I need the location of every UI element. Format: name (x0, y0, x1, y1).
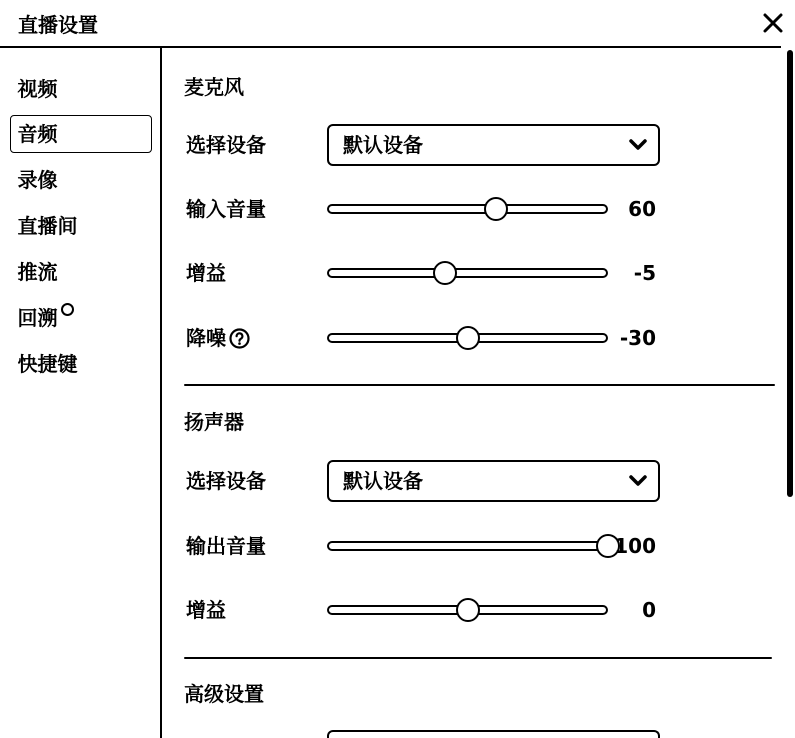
slider-track (327, 204, 608, 214)
mic-gain-label: 增益 (186, 261, 226, 285)
noise-reduction-label: 降噪 (186, 326, 226, 350)
input-volume-value: 60 (628, 197, 656, 221)
microphone-device-select[interactable] (327, 124, 660, 166)
slider-track (327, 268, 608, 278)
help-icon[interactable] (229, 328, 250, 349)
sidebar-item-label: 音频 (17, 122, 58, 146)
sidebar-item-label: 视频 (17, 77, 58, 101)
title-divider (0, 46, 781, 48)
microphone-device-label: 选择设备 (186, 133, 266, 157)
sidebar-item-replay[interactable] (10, 299, 152, 337)
microphone-section-title: 麦克风 (184, 75, 244, 99)
slider-thumb[interactable] (456, 598, 480, 622)
sidebar-item-shortcuts[interactable] (10, 345, 152, 383)
chevron-down-icon (628, 136, 648, 154)
speaker-device-value: 默认设备 (343, 469, 423, 493)
sidebar-item-label: 录像 (17, 168, 58, 192)
speaker-section-title: 扬声器 (184, 410, 244, 434)
sidebar-item-live-room[interactable] (10, 207, 152, 245)
speaker-device-select[interactable] (327, 460, 660, 502)
input-volume-slider[interactable] (327, 196, 608, 222)
speaker-device-label: 选择设备 (186, 469, 266, 493)
output-volume-label: 输出音量 (186, 534, 266, 558)
advanced-select-partial[interactable] (327, 730, 660, 738)
microphone-device-value: 默认设备 (343, 133, 423, 157)
section-divider (184, 384, 775, 386)
sidebar-separator (160, 47, 162, 738)
sidebar-item-video[interactable] (10, 70, 152, 108)
slider-thumb[interactable] (456, 326, 480, 350)
slider-thumb[interactable] (433, 261, 457, 285)
output-volume-value: 100 (614, 534, 656, 558)
output-volume-slider[interactable] (327, 533, 608, 559)
sidebar-item-label: 快捷键 (17, 352, 78, 376)
sidebar-item-recording[interactable] (10, 161, 152, 199)
sidebar-item-label: 回溯 (17, 306, 58, 330)
section-divider (184, 657, 772, 659)
sidebar-item-audio[interactable] (10, 115, 152, 153)
noise-reduction-value: -30 (619, 326, 656, 350)
sidebar-item-label: 直播间 (17, 214, 78, 238)
input-volume-label: 输入音量 (186, 197, 266, 221)
mic-gain-slider[interactable] (327, 260, 608, 286)
notification-dot (61, 303, 74, 316)
dialog-title: 直播设置 (18, 13, 98, 37)
speaker-gain-slider[interactable] (327, 597, 608, 623)
chevron-down-icon (628, 472, 648, 490)
noise-reduction-slider[interactable] (327, 325, 608, 351)
sidebar-item-streaming[interactable] (10, 253, 152, 291)
sidebar-item-label: 推流 (17, 260, 58, 284)
slider-track (327, 541, 608, 551)
advanced-section-title: 高级设置 (184, 682, 264, 706)
scrollbar-thumb[interactable] (787, 50, 793, 497)
speaker-gain-label: 增益 (186, 598, 226, 622)
speaker-gain-value: 0 (642, 598, 656, 622)
close-icon[interactable] (762, 12, 784, 34)
mic-gain-value: -5 (633, 261, 656, 285)
slider-thumb[interactable] (484, 197, 508, 221)
